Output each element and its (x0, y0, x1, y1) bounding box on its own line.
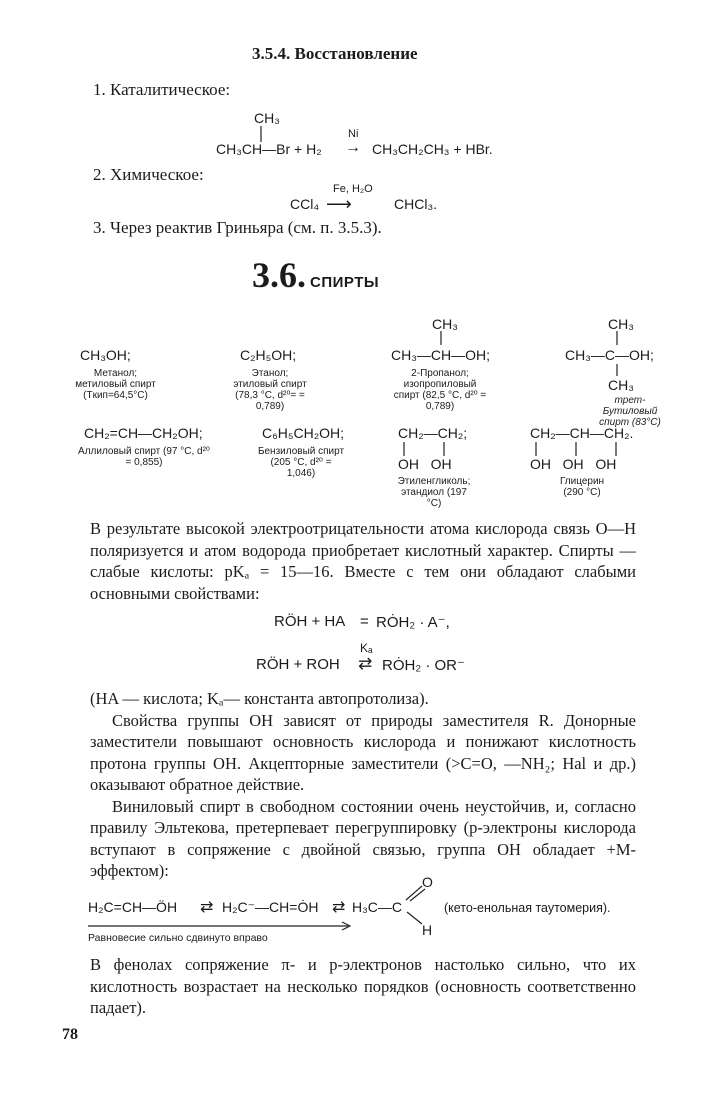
tautomer-arrow-1: ⇄ (200, 899, 214, 916)
chapter-heading (252, 254, 379, 296)
paragraph-phenols (90, 954, 636, 1019)
method-chemical: 2. Химическое: (93, 165, 204, 184)
method-grignard: 3. Через реактив Гриньяра (см. п. 3.5.3). (93, 218, 382, 237)
alcohol-glycerol-formula: CH₂—CH—CH₂. (530, 425, 634, 441)
alcohol-methanol-caption: Метанол; метиловый спирт (Tкип=64,5°C) (75, 368, 156, 401)
alcohol-allyl-caption: Аллиловый спирт (97 °C, d²⁰ = 0,855) (78, 446, 210, 468)
paragraph-phenols-text: В фенолах сопряжение π- и p-электронов настолько сильно, что их кислотность возрастает на несколько порядков (основность соответственно падает). (90, 955, 636, 1017)
eq4-left: RÖH + ROH (256, 656, 340, 673)
eq2-arrow: ⟶ (326, 194, 351, 214)
section-title: 3.5.4. Восстановление (252, 44, 418, 63)
alcohol-ethanol-formula: C₂H₅OH; (240, 347, 297, 363)
alcohol-benzyl-caption: Бензиловый спирт (205 °C, d²⁰ = 1,046) (257, 446, 345, 479)
alcohol-isopropanol-top: CH₃ (432, 316, 458, 332)
eq1-right: CH₃CH₂CH₃ + HBr. (372, 141, 493, 157)
eq1-left: CH₃CH—Br + H₂ (216, 141, 322, 157)
alcohol-methanol-formula: CH₃OH; (80, 347, 131, 363)
tautomer-note: (кето-енольная таутомерия). (444, 901, 611, 915)
alcohol-ethanol-caption: Этанол; этиловый спирт (78,3 °C, d²⁰= = 0,789) (233, 368, 307, 412)
chapter-title: СПИРТЫ (310, 274, 380, 291)
eq2-left: CCl₄ (290, 196, 320, 212)
paragraph-substituents: Свойства группы OH зависят от природы заместителя R. Донорные заместители повышают основность кислорода и понижают кислотность протона группы OH. Акцепторные заместители (>C=O, —NH₂; Hal и др.) оказывают обратное действие. (90, 710, 636, 794)
eq2-right: CHCl₃. (394, 196, 438, 212)
eq1-catalyst: Ni (348, 128, 359, 140)
paragraph-acidity (90, 518, 636, 604)
tautomer-equilibrium-note: Равновесие сильно сдвинуто вправо (88, 932, 268, 944)
alcohol-isopropanol-formula: CH₃—CH—OH; (391, 347, 491, 363)
alcohol-glycol-formula: CH₂—CH₂; (398, 425, 468, 441)
paragraph-vinyl: Виниловый спирт в свободном состоянии очень неустойчив, и, согласно правилу Эльтекова, претерпевает перегруппировку (p-электроны кислорода вступают в сопряжение с двойной связью, группа OH обладает +M-эффектом): (90, 796, 636, 880)
tautomer-oxygen: O (422, 874, 433, 890)
alcohol-tbutanol-top: CH₃ (608, 316, 634, 332)
method-catalytic: 1. Каталитическое: (93, 80, 231, 99)
eq2-conditions: Fe, H₂O (333, 183, 373, 195)
eq4-arrow: ⇄ (358, 654, 373, 673)
alcohol-glycerol-caption: Глицерин (290 °C) (559, 476, 605, 498)
eq4-right: RȮH₂ · OR⁻ (382, 657, 465, 674)
tautomer-hydrogen: H (422, 922, 433, 938)
alcohol-glycol-caption: Этиленгликоль; этандиол (197 °C) (397, 476, 471, 509)
alcohol-isopropanol-caption: 2-Пропанол; изопропиловый спирт (82,5 °C, d²⁰ = 0,789) (393, 368, 487, 412)
alcohol-tbutanol-formula: CH₃—C—OH; (565, 347, 654, 363)
alcohol-tbutanol-caption: трет-Бутиловый спирт (83°C) (599, 395, 661, 428)
page-number: 78 (62, 1026, 78, 1043)
paragraph-acidity-text: В результате высокой электроотрицательности атома кислорода связь O—H поляризуется и атом водорода приобретает кислотный характер. Спирты — слабые кислоты: pKₐ = 15—16. Вместе с тем они обладают слабыми основными свойствами: (90, 519, 636, 603)
equilibrium-arrow (88, 920, 356, 932)
eq3-left: RÖH + HA (274, 613, 346, 630)
alcohol-benzyl-formula: C₆H₅CH₂OH; (262, 425, 345, 441)
eq3-right: RȮH₂ · A⁻, (376, 614, 450, 631)
alcohol-tbutanol-bottom: CH₃ (608, 377, 634, 393)
tautomer-right: H₃C—C (352, 899, 403, 915)
paragraph-legend: (HA — кислота; Kₐ— константа автопротолиза). (90, 689, 429, 708)
eq3-eq: = (360, 613, 369, 630)
alcohol-glycerol-bottom: OH OH OH (530, 456, 617, 472)
tautomer-arrow-2: ⇄ (332, 899, 346, 916)
paragraph-block-2 (90, 688, 636, 882)
alcohol-allyl-formula: CH₂=CH—CH₂OH; (84, 425, 203, 441)
tautomer-middle: H₂C⁻—CH=ȮH (222, 899, 319, 915)
eq1-arrow: → (345, 139, 361, 156)
chapter-number: 3.6. (252, 255, 306, 295)
eq4-k: Kₐ (360, 641, 373, 655)
alcohol-glycol-bottom: OH OH (398, 456, 452, 472)
tautomer-left: H₂C=CH—ÖH (88, 899, 178, 915)
eq1-ch3-top: CH₃ (254, 110, 280, 126)
